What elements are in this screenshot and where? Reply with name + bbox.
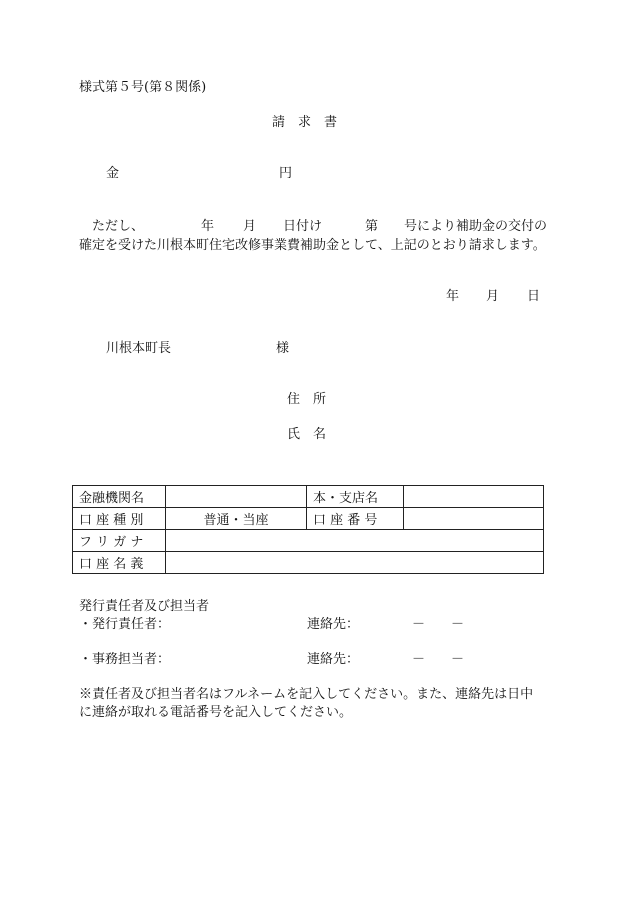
furigana-label: フ リ ガ ナ — [73, 530, 166, 552]
branch-field[interactable] — [404, 486, 544, 508]
date-year: 年 — [446, 289, 460, 304]
addressee-honorific: 様 — [276, 341, 290, 356]
table-row — [73, 530, 544, 552]
clerk-contact-value: － － — [412, 652, 465, 667]
body-month: 月 — [243, 219, 257, 234]
note-line-1: ※責任者及び担当者名はフルネームを記入してください。また、連絡先は日中 — [79, 687, 534, 702]
furigana-field[interactable] — [166, 530, 544, 552]
institution-field[interactable] — [166, 486, 307, 508]
clerk-label: ・事務担当者： — [79, 652, 171, 667]
responsible-heading: 発行責任者及び担当者 — [79, 599, 210, 614]
issuer-contact-value: － － — [412, 617, 465, 632]
account-number-label: 口 座 番 号 — [307, 508, 404, 530]
body-dated: 日付け — [283, 219, 323, 234]
amount-prefix: 金 — [106, 166, 120, 181]
name-label: 氏 名 — [287, 427, 327, 442]
branch-label: 本・支店名 — [307, 486, 404, 508]
clerk-contact-label: 連絡先： — [307, 652, 360, 667]
account-type-value[interactable]: 普通・当座 — [166, 508, 307, 530]
amount-suffix: 円 — [279, 166, 293, 181]
issuer-contact-label: 連絡先： — [307, 617, 360, 632]
addressee-name: 川根本町長 — [106, 341, 172, 356]
address-label: 住 所 — [287, 392, 327, 407]
account-number-field[interactable] — [404, 508, 544, 530]
table-row — [73, 486, 544, 508]
form-number: 様式第５号(第８関係) — [79, 80, 207, 95]
body-line-2: 確定を受けた川根本町住宅改修事業費補助金として、上記のとおり請求します。 — [79, 238, 546, 253]
body-lead: ただし、 — [92, 219, 145, 234]
table-row — [73, 508, 544, 530]
document-title: 請 求 書 — [272, 115, 338, 130]
account-type-label: 口 座 種 別 — [73, 508, 166, 530]
body-dai: 第 — [365, 219, 379, 234]
date-month: 月 — [486, 289, 500, 304]
date-day: 日 — [527, 289, 541, 304]
holder-label: 口 座 名 義 — [73, 552, 166, 574]
body-year: 年 — [201, 219, 215, 234]
institution-label: 金融機関名 — [73, 486, 166, 508]
issuer-label: ・発行責任者： — [79, 617, 171, 632]
holder-field[interactable] — [166, 552, 544, 574]
table-row — [73, 552, 544, 574]
body-rest: 号により補助金の交付の — [404, 219, 548, 234]
bank-account-table — [72, 485, 544, 574]
note-line-2: に連絡が取れる電話番号を記入してください。 — [79, 705, 353, 720]
